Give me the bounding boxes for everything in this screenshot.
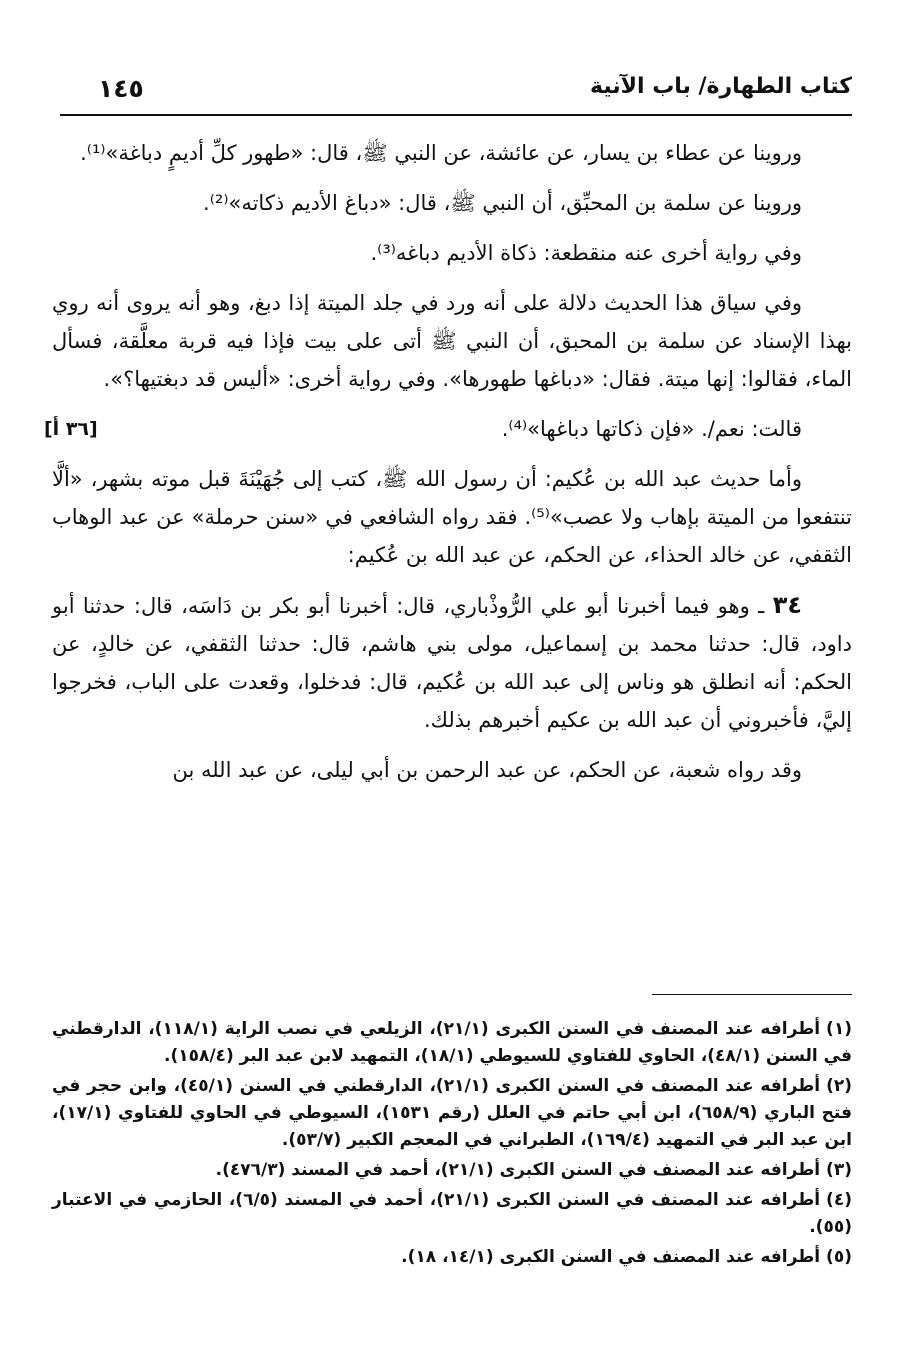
footnote-text: أطرافه عند المصنف في السنن الكبرى (٢١/١)، الدارقطني في السنن (٤٥/١)، وابن حجر في فتح الباري (٦٥٨/٩)، ابن أبي حاتم في العلل (رقم ١٥٣١)، السيوطي في الحاوي للفتاوي (١٧/١)، ابن عبد البر في التمهيد (١٦٩/٤)، الطبراني في المعجم الكبير (٥٣/٧). <box>52 1076 852 1150</box>
running-title: كتاب الطهارة/ باب الآنية <box>590 74 852 99</box>
paragraph-6: وأما حديث عبد الله بن عُكيم: أن رسول الله ﷺ، كتب إلى جُهَيْنَةَ قبل موته بشهر، «ألَّا تنتفعوا من الميتة بإهاب ولا عصب»⁽⁵⁾. فقد رواه الشافعي في «سنن حرملة» عن عبد الوهاب الثقفي، عن خالد الحذاء، عن الحكم، عن عبد الله بن عُكيم: <box>52 467 852 567</box>
footnote-number: (٢) <box>826 1076 853 1096</box>
paragraph-1: وروينا عن عطاء بن يسار، عن عائشة، عن النبي ﷺ، قال: «طهور كلِّ أديمٍ دباغة»⁽¹⁾. <box>80 141 802 165</box>
page-header <box>60 66 852 116</box>
paragraph-7-text: ـ وهو فيما أخبرنا أبو علي الرُّوذْباري، قال: أخبرنا أبو بكر بن دَاسَه، قال: حدثنا أبو داود، قال: حدثنا محمد بن إسماعيل، مولى بني هاشم، قال: حدثنا الثقفي، عن خالدٍ، عن الحكم: أنه انطلق هو وناس إلى عبد الله بن عُكيم، قال: فدخلوا، وقعدت على الباب، فخرجوا إليَّ، فأخبروني أن عبد الله بن عكيم أخبرهم بذلك. <box>52 594 852 732</box>
header-rule <box>60 114 852 116</box>
footnote-4 <box>52 1187 852 1241</box>
paragraph-7 <box>52 586 852 739</box>
paragraph-3: وفي رواية أخرى عنه منقطعة: ذكاة الأديم دباغه⁽³⁾. <box>370 241 802 265</box>
page-number: ١٤٥ <box>98 74 144 103</box>
manuscript-folio-note: [٣٦ أ] <box>44 418 98 440</box>
hadith-number: ٣٤ <box>772 591 802 619</box>
paragraph-8: وقد رواه شعبة، عن الحكم، عن عبد الرحمن بن أبي ليلى، عن عبد الله بن <box>172 758 802 782</box>
footnote-text: أطرافه عند المصنف في السنن الكبرى (١٤/١، ١٨). <box>401 1247 821 1267</box>
footnote-2 <box>52 1073 852 1154</box>
footnote-separator <box>652 994 852 995</box>
paragraph-5-wrapper <box>44 410 852 448</box>
footnote-text: أطرافه عند المصنف في السنن الكبرى (٢١/١)، أحمد في المسند (٤٧٦/٣). <box>215 1160 821 1180</box>
footnote-3 <box>52 1157 852 1184</box>
footnote-text: أطرافه عند المصنف في السنن الكبرى (٢١/١)، الزيلعي في نصب الراية (١١٨/١)، الدارقطني في السنن (٤٨/١)، الحاوي للفتاوي للسيوطي (١٨/١)، التمهيد لابن عبد البر (١٥٨/٤). <box>52 1019 852 1066</box>
footnote-number: (٤) <box>826 1190 852 1210</box>
paragraph-2: وروينا عن سلمة بن المحبِّق، أن النبي ﷺ، قال: «دباغ الأديم ذكاته»⁽²⁾. <box>203 191 802 215</box>
footnote-5 <box>52 1244 852 1271</box>
main-text <box>44 134 852 801</box>
footnotes <box>52 1016 852 1274</box>
footnote-text: أطرافه عند المصنف في السنن الكبرى (٢١/١)، أحمد في المسند (٦/٥)، الحازمي في الاعتبار (٥٥). <box>52 1190 852 1237</box>
footnote-number: (٥) <box>826 1247 852 1267</box>
footnote-number: (١) <box>826 1019 852 1039</box>
footnote-number: (٣) <box>826 1160 852 1180</box>
footnote-1 <box>52 1016 852 1070</box>
paragraph-4: وفي سياق هذا الحديث دلالة على أنه ورد في جلد الميتة إذا دبغ، وهو أنه يروى أنه روي بهذا الإسناد عن سلمة بن المحبق، أن النبي ﷺ أتى على بيت فإذا فيه قربة معلَّقة، فسأل الماء، فقالوا: إنها ميتة. فقال: «دباغها طهورها». وفي رواية أخرى: «أليس قد دبغتيها؟». <box>52 291 852 391</box>
paragraph-5: قالت: نعم/. «فإن ذكاتها دباغها»⁽⁴⁾. <box>501 417 802 441</box>
